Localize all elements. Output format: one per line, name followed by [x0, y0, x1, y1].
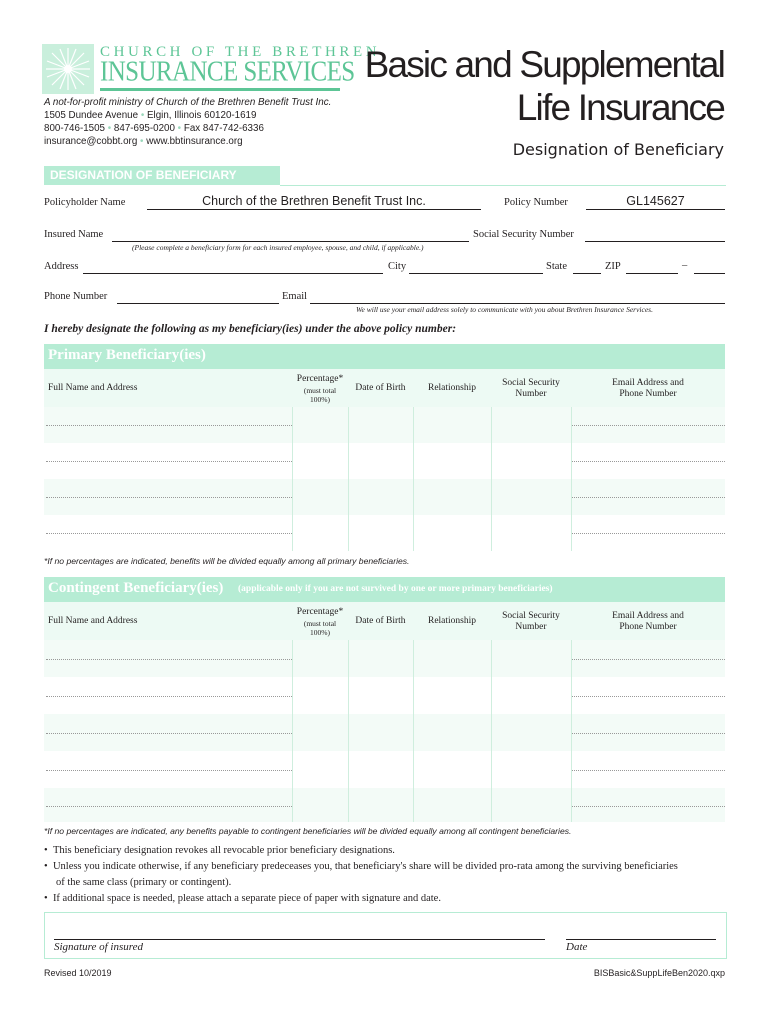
designate-statement: I hereby designate the following as my beneficiary(ies) under the above policy number:: [44, 323, 457, 335]
tagline: [44, 97, 331, 108]
insured-label: Insured Name: [44, 229, 104, 240]
primary-row-1-address-line: [46, 425, 292, 426]
primary-row-4-phone-line: [571, 533, 725, 534]
zip-field[interactable]: [626, 261, 678, 274]
contingent-row-5-address-line: [46, 806, 292, 807]
primary-col-divider-2: [348, 407, 349, 551]
contingent-col-dob: Date of Birth: [355, 616, 406, 626]
ssn-field[interactable]: [585, 229, 725, 242]
contingent-row-5[interactable]: [44, 788, 725, 822]
contingent-col-divider-3: [413, 640, 414, 822]
contingent-col-percentage-note-2: 100%): [310, 628, 330, 637]
bullet-item-2-continued: of the same class (primary or contingent).: [56, 877, 232, 888]
primary-col-relationship: Relationship: [427, 383, 477, 393]
primary-row-3-address-line: [46, 497, 292, 498]
file-name: BISBasic&SuppLifeBen2020.qxp: [593, 968, 725, 978]
contingent-row-2-phone-line: [571, 696, 725, 697]
policyholder-label: Policyholder Name: [44, 197, 126, 208]
primary-row-3-phone-line: [571, 497, 725, 498]
page-title-line2: Life Insurance: [516, 87, 724, 128]
contingent-footnote: *If no percentages are indicated, any benefits payable to contingent beneficiaries will be divided equally among all contingent beneficiaries.: [44, 826, 572, 836]
policy-number-value: GL145627: [626, 194, 685, 208]
contingent-col-percentage-note-1: (must total: [303, 619, 337, 628]
contingent-row-2-address-line: [46, 696, 292, 697]
contingent-row-5-phone-line: [571, 806, 725, 807]
zip-dash: –: [682, 260, 688, 271]
contingent-row-3-phone-line: [571, 733, 725, 734]
phone-line: 800-746-1505 • 847-695-0200 • Fax 847-742-6336: [44, 123, 264, 134]
contingent-col-divider-2: [348, 640, 349, 822]
contact-line: insurance@cobbt.org • www.bbtinsurance.org: [44, 136, 243, 147]
bullet-item-1-text: This beneficiary designation revokes all revocable prior beneficiary designations.: [52, 845, 395, 856]
logo-text-line2: INSURANCE SERVICES: [100, 57, 355, 88]
contingent-col-email-1: Email Address and: [612, 611, 684, 621]
logo-underline: [100, 88, 340, 91]
contingent-row-4-phone-line: [571, 770, 725, 771]
zip-label: ZIP: [605, 261, 621, 272]
contingent-row-1-address-line: [46, 659, 292, 660]
page-subtitle: Designation of Beneficiary: [512, 140, 724, 159]
logo-text-line1: CHURCH OF THE BRETHREN: [100, 44, 381, 60]
email-field[interactable]: [310, 291, 725, 304]
address-line: 1505 Dundee Avenue • Elgin, Illinois 60120-1619: [44, 110, 257, 121]
contingent-row-1-phone-line: [571, 659, 725, 660]
date-line[interactable]: [566, 939, 716, 940]
contingent-row-3-address-line: [46, 733, 292, 734]
bullet-item-3-text: If additional space is needed, please attach a separate piece of paper with signature and date.: [52, 893, 441, 904]
contingent-col-relationship: Relationship: [427, 616, 477, 626]
phone-field[interactable]: [117, 291, 279, 304]
logo-mark-icon: [42, 44, 94, 94]
contingent-col-ssn-2: Number: [515, 622, 547, 632]
primary-col-divider-5: [571, 407, 572, 551]
city-field[interactable]: [409, 261, 543, 274]
phone-label: Phone Number: [44, 291, 108, 302]
zip-extension-field[interactable]: [694, 261, 725, 274]
address-street: 1505 Dundee Avenue: [44, 110, 139, 121]
contingent-col-email-2: Phone Number: [619, 622, 677, 632]
primary-row-4-address-line: [46, 533, 292, 534]
email-note: We will use your email address solely to communicate with you about Brethren Insurance Services.: [356, 305, 653, 314]
primary-footnote: *If no percentages are indicated, benefits will be divided equally among all primary beneficiaries.: [44, 556, 410, 566]
date-label: Date: [566, 941, 588, 953]
state-label: State: [546, 261, 567, 272]
primary-col-email-2: Phone Number: [619, 389, 677, 399]
email-label: Email: [282, 291, 308, 302]
primary-col-email-1: Email Address and: [612, 378, 684, 388]
phone-1: 800-746-1505: [44, 123, 106, 134]
signature-label: Signature of insured: [54, 941, 144, 953]
contingent-col-divider-1: [292, 640, 293, 822]
designation-section-title: DESIGNATION OF BENEFICIARY: [50, 168, 237, 182]
insured-note: (Please complete a beneficiary form for each insured employee, spouse, and child, if applicable.): [132, 243, 424, 252]
contingent-section-note: (applicable only if you are not survived by one or more primary beneficiaries): [238, 584, 553, 594]
bullet-item-1: • This beneficiary designation revokes all revocable prior beneficiary designations.: [44, 845, 395, 856]
contingent-col-divider-4: [491, 640, 492, 822]
designation-section-rule: [280, 185, 726, 186]
contingent-section-title: Contingent Beneficiary(ies): [48, 580, 224, 596]
state-field[interactable]: [573, 261, 601, 274]
insured-name-field[interactable]: [112, 229, 469, 242]
policy-number-label: Policy Number: [504, 197, 568, 208]
bullet-item-2-text: Unless you indicate otherwise, if any beneficiary predeceases you, that beneficiary's share will be divided pro-rata among the surviving beneficiaries: [52, 861, 678, 872]
tagline-text: A not-for-profit ministry of Church of the Brethren Benefit Trust Inc.: [44, 97, 332, 108]
ssn-label: Social Security Number: [473, 229, 574, 240]
address-label: Address: [44, 261, 79, 272]
fax: Fax 847-742-6336: [183, 123, 264, 134]
primary-col-name: Full Name and Address: [48, 383, 138, 393]
revised-date: Revised 10/2019: [44, 968, 112, 978]
header-email-link[interactable]: insurance@cobbt.org: [44, 136, 138, 147]
policyholder-value: Church of the Brethren Benefit Trust Inc.: [202, 194, 426, 208]
phone-2: 847-695-0200: [113, 123, 175, 134]
bullet-item-3: • If additional space is needed, please attach a separate piece of paper with signature and date.: [44, 893, 441, 904]
signature-line[interactable]: [54, 939, 545, 940]
primary-row-2-phone-line: [571, 461, 725, 462]
primary-col-divider-3: [413, 407, 414, 551]
contingent-col-name: Full Name and Address: [48, 616, 138, 626]
bullet-item-2: • Unless you indicate otherwise, if any beneficiary predeceases you, that beneficiary's share will be divided pro-rata among the surviving beneficiaries: [44, 861, 678, 872]
primary-col-ssn-1: Social Security: [502, 378, 560, 388]
contingent-col-percentage: Percentage*: [296, 607, 344, 617]
contingent-col-divider-5: [571, 640, 572, 822]
primary-col-dob: Date of Birth: [355, 383, 406, 393]
primary-col-percentage: Percentage*: [296, 374, 344, 384]
primary-section-title: Primary Beneficiary(ies): [48, 347, 206, 363]
primary-col-ssn-2: Number: [515, 389, 547, 399]
city-label: City: [388, 261, 407, 272]
address-city: Elgin, Illinois 60120-1619: [146, 110, 257, 121]
primary-col-divider-1: [292, 407, 293, 551]
primary-col-percentage-note-1: (must total: [303, 386, 337, 395]
primary-col-percentage-note-2: 100%): [310, 395, 330, 404]
header-website-link[interactable]: www.bbtinsurance.org: [146, 136, 243, 147]
contingent-col-ssn-1: Social Security: [502, 611, 560, 621]
primary-col-divider-4: [491, 407, 492, 551]
signature-box: [44, 912, 727, 959]
contingent-row-4-address-line: [46, 770, 292, 771]
address-field[interactable]: [83, 261, 383, 274]
page-title-line1: Basic and Supplemental: [364, 44, 724, 85]
primary-row-1-phone-line: [571, 425, 725, 426]
primary-row-2-address-line: [46, 461, 292, 462]
